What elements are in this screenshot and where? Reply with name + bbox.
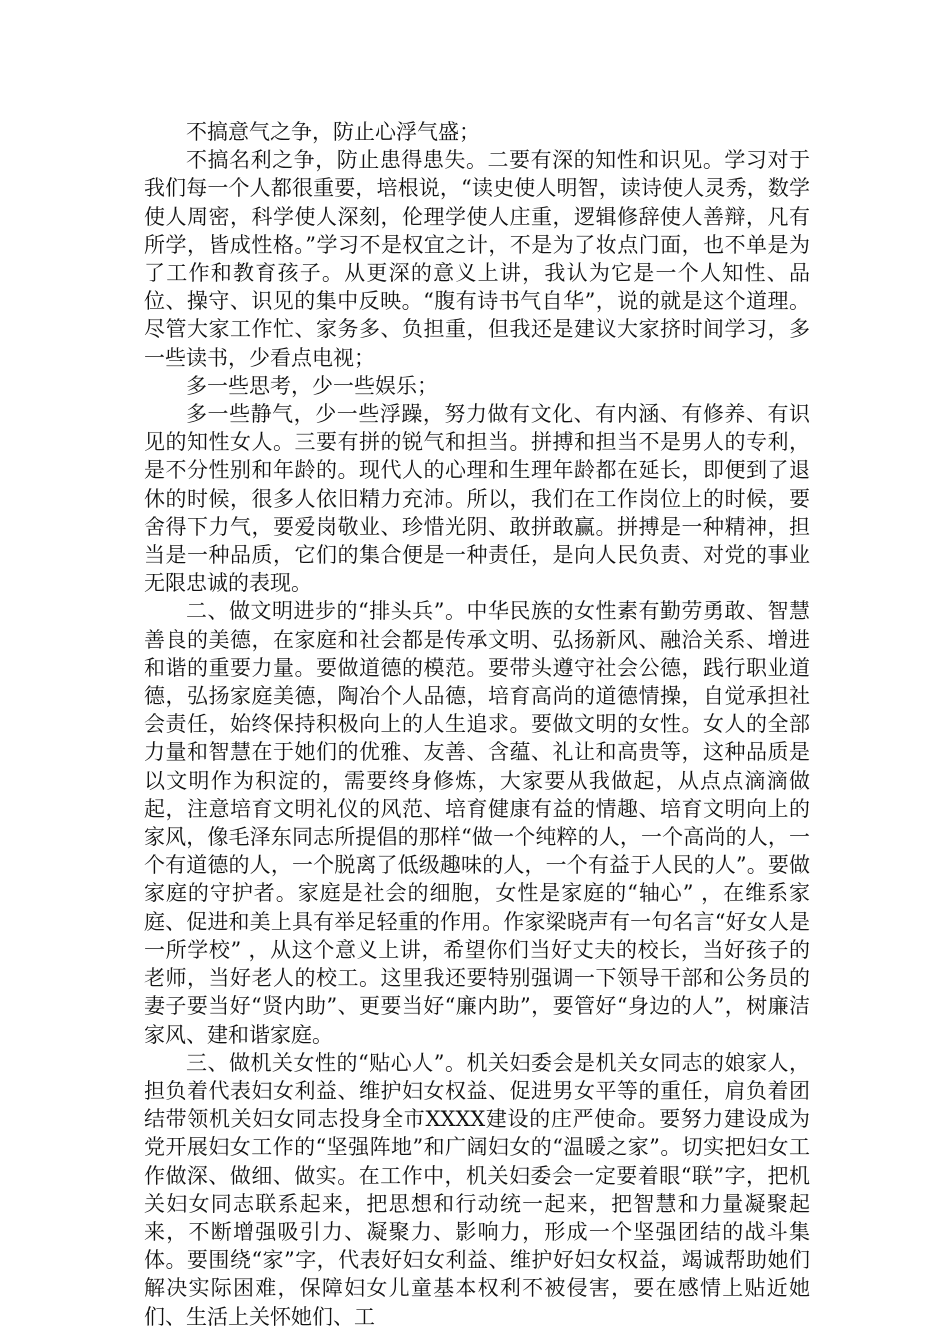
- paragraph-3: 多一些思考，少一些娱乐；: [186, 373, 438, 398]
- paragraph-2: 不搞名利之争，防止患得患失。二要有深的知性和识见。学习对于我们每一个人都很重要，培根说，“读史使人明智，读诗使人灵秀，数学使人周密，科学使人深刻，伦理学使人庄重，逻辑修辞使人善辩，凡有所学，皆成性格。”学习不是权宜之计，不是为了妆点门面，也不单是为了工作和教育孩子。从更深的意义上讲，我认为它是一个人知性、品位、操守、识见的集中反映。“腹有诗书气自华”，说的就是这个道理。尽管大家工作忙、家务多、负担重，但我还是建议大家挤时间学习，多一些读书，少看点电视；: [144, 148, 810, 370]
- paragraph-1: 不搞意气之争，防止心浮气盛；: [186, 120, 480, 144]
- paragraph-4: 多一些静气，少一些浮躁，努力做有文化、有内涵、有修养、有识见的知性女人。三要有拼的锐气和担当。拼搏和担当不是男人的专利，是不分性别和年龄的。现代人的心理和生理年龄都在延长，即便到了退休的时候，很多人依旧精力充沛。所以，我们在工作岗位上的时候，要舍得下力气，要爱岗敬业、珍惜光阴、敢拼敢赢。拼搏是一种精神，担当是一种品质，它们的集合便是一种责任，是向人民负责、对党的事业无限忠诚的表现。: [144, 402, 810, 596]
- paragraph-5: 二、做文明进步的“排头兵”。中华民族的女性素有勤劳勇敢、智慧善良的美德，在家庭和社会都是传承文明、弘扬新风、融洽关系、增进和谐的重要力量。要做道德的模范。要带头遵守社会公德，践行职业道德，弘扬家庭美德，陶冶个人品德，培育高尚的道德情操，自觉承担社会责任，始终保持积极向上的人生追求。要做文明的女性。女人的全部力量和智慧在于她们的优雅、友善、含蕴、礼让和高贵等，这种品质是以文明作为积淀的，需要终身修炼，大家要从我做起，从点点滴滴做起，注意培育文明礼仪的风范、培育健康有益的情趣、培育文明向上的家风，像毛泽东同志所提倡的那样“做一个纯粹的人，一个高尚的人，一个有道德的人，一个脱离了低级趣味的人，一个有益于人民的人”。要做家庭的守护者。家庭是社会的细胞，女性是家庭的“轴心” ，在维系家庭、促进和美上具有举足轻重的作用。作家梁晓声有一句名言“好女人是一所学校” ，从这个意义上讲，希望你们当好丈夫的校长，当好孩子的老师，当好老人的校工。这里我还要特别强调一下领导干部和公务员的妻子要当好“贤内助”、更要当好“廉内助”，要管好“身边的人”，树廉洁家风、建和谐家庭。: [144, 599, 810, 1047]
- document-body: [144, 118, 810, 1331]
- paragraph-6: 三、做机关女性的“贴心人”。机关妇委会是机关女同志的娘家人，担负着代表妇女利益、维护妇女权益、促进男女平等的重任，肩负着团结带领机关妇女同志投身全市XXXX建设的庄严使命。要努力建设成为党开展妇女工作的“坚强阵地”和广阔妇女的“温暖之家”。切实把妇女工作做深、做细、做实。在工作中，机关妇委会一定要着眼“联”字，把机关妇女同志联系起来，把思想和行动统一起来，把智慧和力量凝聚起来，不断增强吸引力、凝聚力、影响力，形成一个坚强团结的战斗集体。要围绕“家”字，代表好妇女利益、维护好妇女权益，竭诚帮助她们解决实际困难，保障妇女儿童基本权利不被侵害，要在感情上贴近她们、生活上关怀她们、工: [144, 1050, 810, 1329]
